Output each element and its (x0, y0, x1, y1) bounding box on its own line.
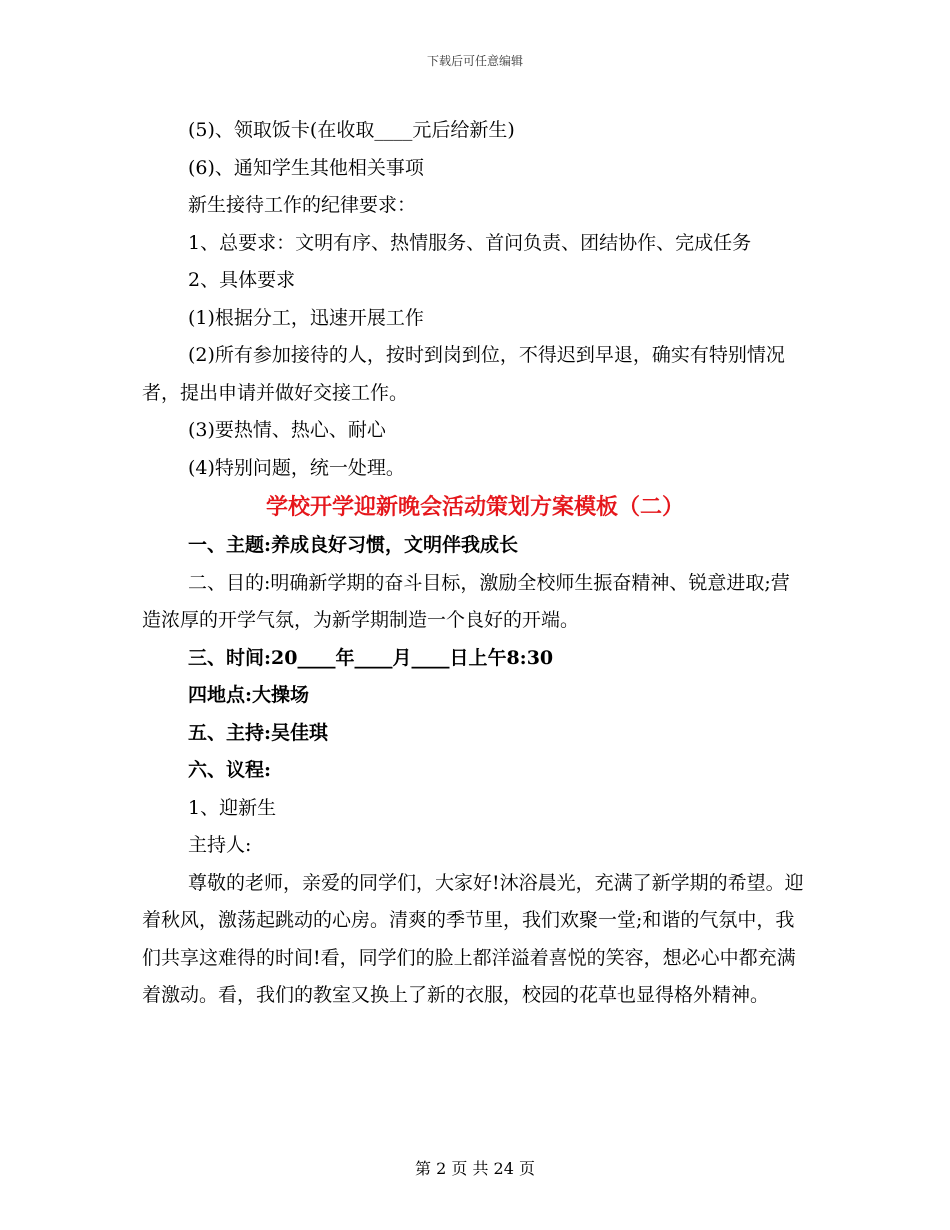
section-title: 学校开学迎新晚会活动策划方案模板（二） (265, 494, 684, 520)
paragraph-time: 三、时间:20____年____月____日上午8:30 (188, 646, 554, 669)
paragraph-agenda: 六、议程: (188, 759, 272, 781)
paragraph: (1)根据分工，迅速开展工作 (188, 306, 424, 329)
paragraph-host: 五、主持:吴佳琪 (188, 721, 329, 744)
paragraph: (2)所有参加接待的人，按时到岗到位，不得迟到早退，确实有特别情况者，提出申请并做好交接工作。 (142, 344, 785, 404)
paragraph-theme: 一、主题:养成良好习惯，文明伴我成长 (188, 534, 519, 556)
paragraph: (6)、通知学生其他相关事项 (188, 156, 424, 179)
paragraph: (3)要热情、热心、耐心 (188, 419, 386, 441)
paragraph: 2、具体要求 (188, 269, 296, 291)
paragraph: 新生接待工作的纪律要求： (188, 194, 417, 216)
paragraph: 1、总要求：文明有序、热情服务、首问负责、团结协作、完成任务 (188, 231, 752, 254)
paragraph: 主持人: (188, 834, 252, 856)
paragraph: (4)特别问题，统一处理。 (188, 456, 405, 479)
paragraph-purpose: 二、目的:明确新学期的奋斗目标，激励全校师生振奋精神、锐意进取;营造浓厚的开学气氛，为新学期制造一个良好的开端。 (142, 571, 790, 631)
page-header-note: 下载后可任意编辑 (426, 54, 523, 68)
paragraph: (5)、领取饭卡(在收取____元后给新生) (188, 119, 515, 141)
paragraph-location: 四地点:大操场 (188, 684, 310, 706)
document-body (142, 112, 808, 1015)
paragraph: 1、迎新生 (188, 796, 277, 819)
page-footer: 第 2 页 共 24 页 (415, 1159, 535, 1178)
paragraph-speech: 尊敬的老师，亲爱的同学们，大家好!沐浴晨光，充满了新学期的希望。迎着秋风，激荡起跳动的心房。清爽的季节里，我们欢聚一堂;和谐的气氛中，我们共享这难得的时间!看，同学们的脸上都洋溢着喜悦的笑容，想必心中都充满着激动。看，我们的教室又换上了新的衣服，校园的花草也显得格外精神。 (142, 871, 804, 1006)
